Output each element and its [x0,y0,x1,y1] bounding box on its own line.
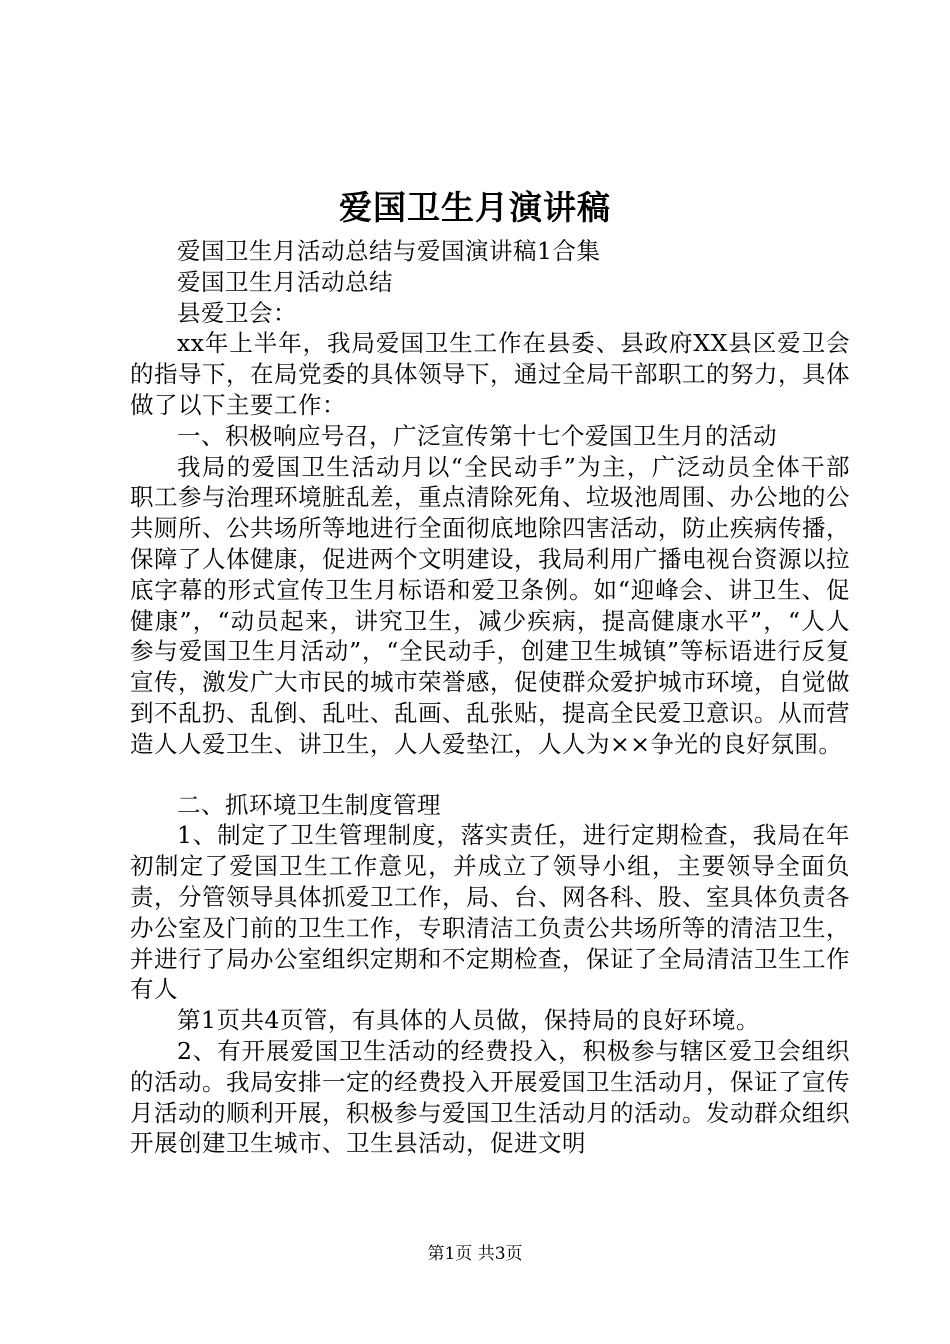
paragraph-intro: xx年上半年，我局爱国卫生工作在县委、县政府XX县区爱卫会的指导下，在局党委的具体领导下，通过全局干部职工的努力，具体做了以下主要工作： [130,329,850,419]
paragraph-subtitle: 爱国卫生月活动总结与爱国演讲稿1合集 [177,237,601,265]
paragraph-section-title: 爱国卫生月活动总结 [177,267,393,296]
paragraph-salutation: 县爱卫会： [177,298,297,327]
paragraph-body-2: 1、制定了卫生管理制度，落实责任，进行定期检查，我局在年初制定了爱国卫生工作意见，并成立了领导小组，主要领导全面负责，分管领导具体抓爱卫工作，局、台、网各科、股、室具体负责各办公室及门前的卫生工作，专职清洁工负责公共场所等的清洁卫生，并进行了局办公室组织定期和不定期检查，保证了全局清洁卫生工作有人 [130,821,850,1004]
paragraph-body-4: 2、有开展爱国卫生活动的经费投入，积极参与辖区爱卫会组织的活动。我局安排一定的经费投入开展爱国卫生活动月，保证了宣传月活动的顺利开展，积极参与爱国卫生活动月的活动。发动群众组织开展创建卫生城市、卫生县活动，促进文明 [130,1036,850,1158]
document-title: 爱国卫生月演讲稿 [339,188,611,227]
page-footer: 第1页 共3页 [427,1244,523,1264]
paragraph-heading-2: 二、抓环境卫生制度管理 [177,790,441,819]
document-body [130,236,850,1159]
paragraph-heading-1: 一、积极响应号召，广泛宣传第十七个爱国卫生月的活动 [177,421,777,450]
paragraph-body-3: 第1页共4页管，有具体的人员做，保持局的良好环境。 [177,1006,760,1035]
paragraph-body-1: 我局的爱国卫生活动月以“全民动手”为主，广泛动员全体干部职工参与治理环境脏乱差，重点清除死角、垃圾池周围、办公地的公共厕所、公共场所等地进行全面彻底地除四害活动，防止疾病传播，保障了人体健康，促进两个文明建设，我局利用广播电视台资源以拉底字幕的形式宣传卫生月标语和爱卫条例。如“迎峰会、讲卫生、促健康”，“动员起来，讲究卫生，减少疾病，提高健康水平”，“人人参与爱国卫生月活动”，“全民动手，创建卫生城镇”等标语进行反复宣传，激发广大市民的城市荣誉感，促使群众爱护城市环境，自觉做到不乱扔、乱倒、乱吐、乱画、乱张贴，提高全民爱卫意识。从而营造人人爱卫生、讲卫生，人人爱垫江，人人为××争光的良好氛围。 [130,452,850,758]
